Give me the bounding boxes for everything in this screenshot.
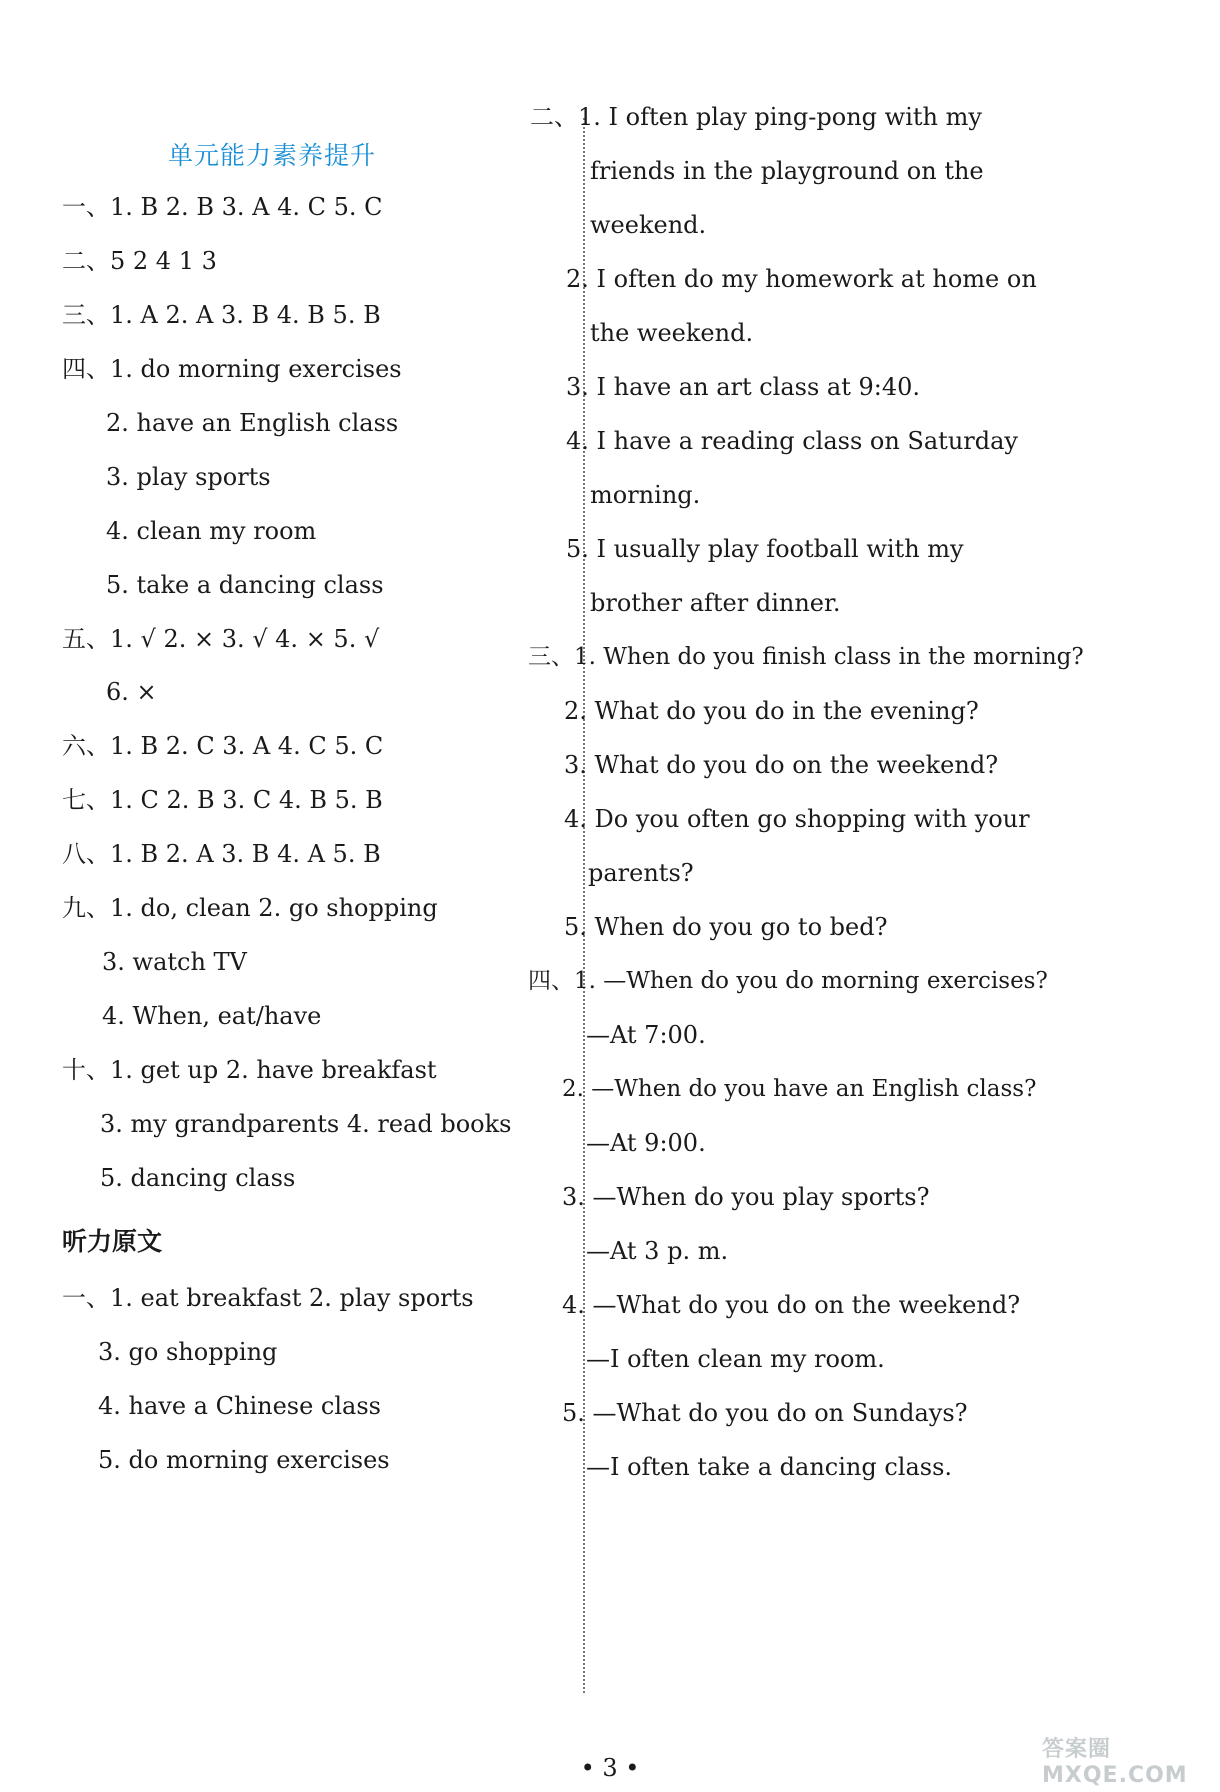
answer-line: 5. dancing class: [100, 1164, 296, 1192]
answer-line: 三、1. A 2. A 3. B 4. B 5. B: [62, 301, 381, 329]
listening-line: morning.: [590, 481, 701, 509]
listening-line: 5. When do you go to bed?: [564, 913, 888, 941]
listening-line: 4. Do you often go shopping with your: [564, 805, 1030, 833]
listening-line: parents?: [588, 859, 694, 887]
listening-line: —At 9:00.: [586, 1129, 706, 1157]
listening-line: —At 3 p. m.: [586, 1237, 729, 1265]
watermark-text: 答案圈 MXQE.COM: [1042, 1737, 1188, 1788]
answer-line: 六、1. B 2. C 3. A 4. C 5. C: [62, 732, 384, 760]
column-divider: [583, 118, 585, 1693]
listening-line: 4. —What do you do on the weekend?: [562, 1291, 1021, 1319]
listening-line: —I often clean my room.: [586, 1345, 885, 1373]
page-number: • 3 •: [580, 1754, 640, 1782]
listening-line: friends in the playground on the: [590, 157, 984, 185]
listening-line: 5. do morning exercises: [98, 1446, 390, 1474]
listening-line: 3. —When do you play sports?: [562, 1183, 930, 1211]
answer-line: 九、1. do, clean 2. go shopping: [62, 894, 438, 922]
listening-line: —At 7:00.: [586, 1021, 706, 1049]
answer-line: 二、5 2 4 1 3: [62, 247, 217, 275]
listening-line: 一、1. eat breakfast 2. play sports: [62, 1284, 474, 1312]
listening-line: 2. —When do you have an English class?: [562, 1076, 1037, 1102]
listening-line: 二、1. I often play ping-pong with my: [530, 103, 982, 131]
listening-line: 5. I usually play football with my: [566, 535, 964, 563]
listening-line: 四、1. —When do you do morning exercises?: [528, 968, 1048, 994]
listening-heading: 听力原文: [62, 1227, 163, 1256]
answer-line: 4. When, eat/have: [102, 1002, 322, 1030]
answer-line: 2. have an English class: [106, 409, 399, 437]
watermark-logo: [1042, 1708, 1212, 1788]
listening-line: the weekend.: [590, 319, 754, 347]
answer-line: 五、1. √ 2. × 3. √ 4. × 5. √: [62, 625, 380, 653]
listening-line: 4. I have a reading class on Saturday: [566, 427, 1018, 455]
listening-line: 2. I often do my homework at home on: [566, 265, 1037, 293]
section-title: 单元能力素养提升: [167, 141, 376, 170]
listening-line: 4. have a Chinese class: [98, 1392, 381, 1420]
listening-line: —I often take a dancing class.: [586, 1453, 953, 1481]
listening-line: 2. What do you do in the evening?: [564, 697, 979, 725]
answer-line: 3. play sports: [106, 463, 271, 491]
listening-line: 3. go shopping: [98, 1338, 278, 1366]
answer-line: 十、1. get up 2. have breakfast: [62, 1056, 437, 1084]
listening-line: brother after dinner.: [590, 589, 841, 617]
answer-line: 3. my grandparents 4. read books: [100, 1110, 512, 1138]
answer-line: 5. take a dancing class: [106, 571, 384, 599]
listening-line: 3. What do you do on the weekend?: [564, 751, 999, 779]
listening-line: weekend.: [590, 211, 707, 239]
answer-line: 4. clean my room: [106, 517, 317, 545]
answer-line: 四、1. do morning exercises: [62, 355, 402, 383]
answer-line: 一、1. B 2. B 3. A 4. C 5. C: [62, 193, 383, 221]
answer-line: 6. ×: [106, 678, 157, 706]
listening-line: 5. —What do you do on Sundays?: [562, 1399, 968, 1427]
listening-line: 三、1. When do you finish class in the morning?: [528, 644, 1084, 670]
answer-line: 八、1. B 2. A 3. B 4. A 5. B: [62, 840, 381, 868]
listening-line: 3. I have an art class at 9:40.: [566, 373, 921, 401]
answer-line: 3. watch TV: [102, 948, 247, 976]
answer-line: 七、1. C 2. B 3. C 4. B 5. B: [62, 786, 383, 814]
